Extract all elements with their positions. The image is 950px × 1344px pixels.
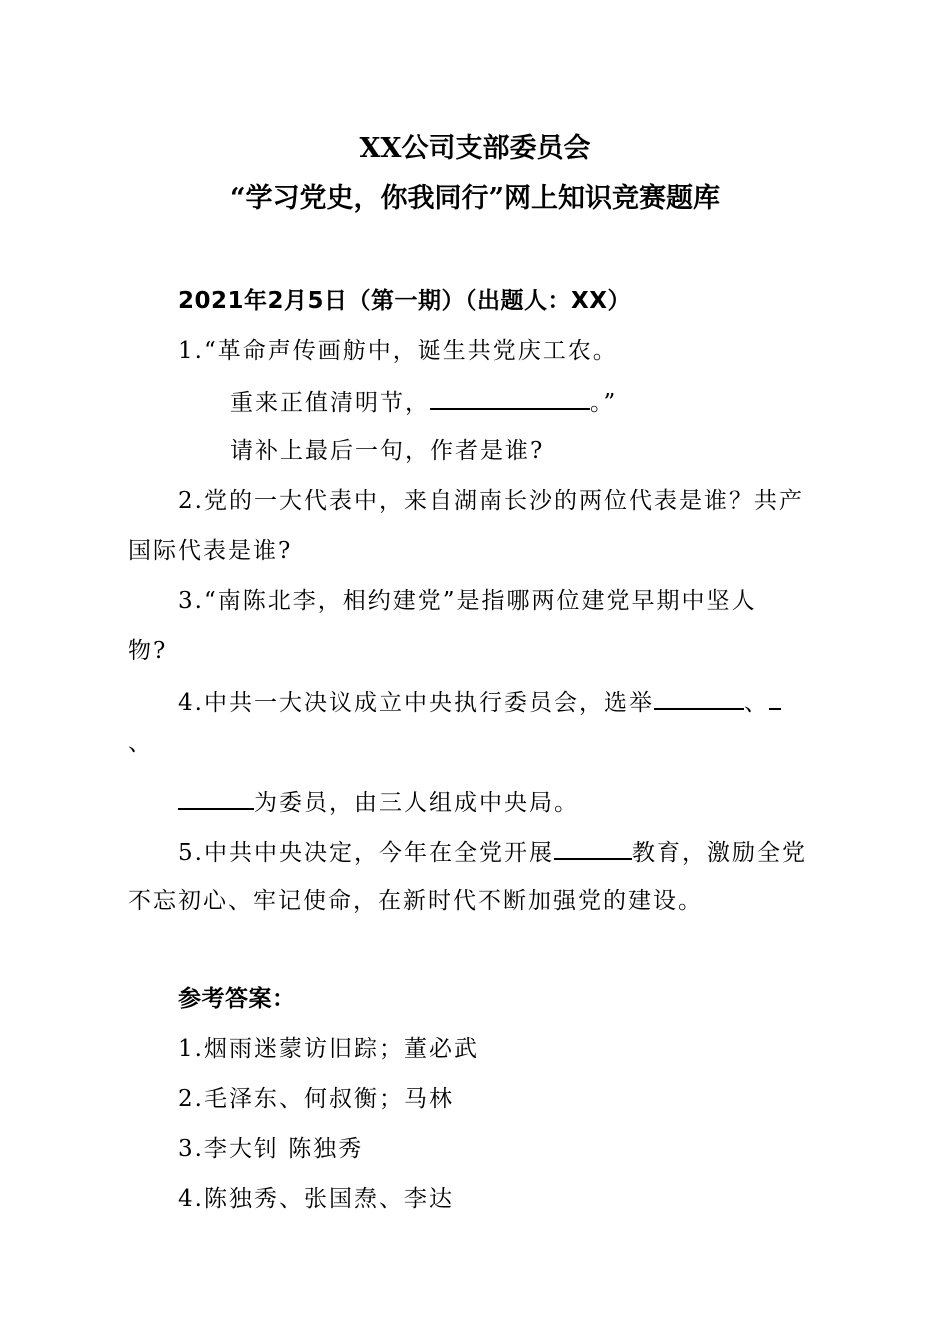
question-4-blank-3 (178, 786, 254, 810)
question-1-line-1: 1.“革命声传画舫中，诞生共党庆工农。 (178, 338, 618, 364)
answer-item-1: 1.烟雨迷蒙访旧踪；董必武 (178, 1036, 479, 1062)
question-4-line-2: 、 (128, 730, 153, 756)
question-1-blank (430, 386, 590, 410)
question-4-line-3-text: 为委员，由三人组成中央局。 (254, 790, 579, 816)
question-4-blank-1 (654, 686, 744, 710)
question-1-line-2 (230, 386, 617, 418)
document-title: XX公司支部委员会 (359, 133, 591, 164)
question-1-line-2-text: 重来正值清明节， (230, 390, 430, 416)
question-2-line-2: 国际代表是谁? (128, 538, 293, 564)
question-5-line-1 (178, 836, 807, 868)
question-3-line-1: 3.“南陈北李，相约建党”是指哪两位建党早期中坚人 (178, 588, 757, 614)
issue-date-line: 2021年2月5日（第一期）（出题人：XX） (178, 288, 631, 314)
question-5-line-2: 不忘初心、牢记使命，在新时代不断加强党的建设。 (128, 888, 703, 914)
answers-heading: 参考答案： (178, 986, 296, 1012)
question-5-line-1-text: 5.中共中央决定，今年在全党开展 (178, 840, 554, 866)
question-1-line-3: 请补上最后一句，作者是谁? (230, 438, 545, 464)
question-4-line-1-text: 4.中共一大决议成立中央执行委员会，选举 (178, 690, 654, 716)
document-subtitle: “学习党史，你我同行”网上知识竞赛题库 (229, 183, 721, 214)
question-5-blank (554, 836, 632, 860)
question-2-line-1: 2.党的一大代表中，来自湖南长沙的两位代表是谁？共产 (178, 488, 804, 514)
answer-item-2: 2.毛泽东、何叔衡；马林 (178, 1086, 454, 1112)
question-5-line-1-end: 教育，激励全党 (631, 840, 807, 866)
question-4-separator: 、 (743, 690, 769, 716)
question-4-blank-2 (769, 686, 781, 710)
question-4-line-3 (178, 786, 579, 818)
answer-item-4: 4.陈独秀、张国焘、李达 (178, 1186, 454, 1212)
question-4-line-1 (178, 686, 781, 718)
question-1-line-2-end: 。” (590, 390, 618, 416)
question-3-line-2: 物? (128, 638, 168, 664)
answer-item-3: 3.李大钊 陈独秀 (178, 1136, 364, 1162)
